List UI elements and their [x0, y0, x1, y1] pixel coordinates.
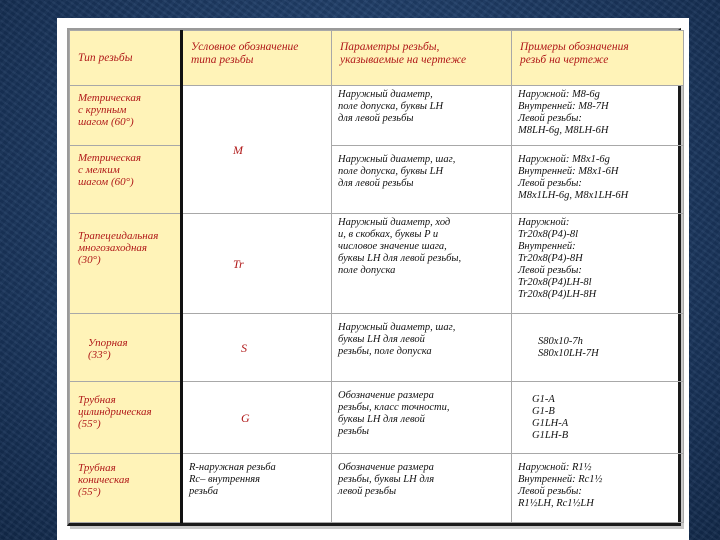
table-row — [70, 314, 684, 382]
table-row — [70, 382, 684, 454]
parameters-cell: Обозначение размера резьбы, класс точности, буквы LH для левой резьбы — [332, 382, 512, 454]
table-row — [70, 146, 684, 214]
parameters-cell: Наружный диаметр, шаг, буквы LH для левой резьбы, поле допуска — [332, 314, 512, 382]
header-parameters: Параметры резьбы, указываемые на чертеже — [332, 31, 512, 86]
designation-cell: R-наружная резьба Rc– внутренняя резьба — [182, 454, 332, 523]
table-row — [70, 86, 684, 146]
thread-type-cell: Упорная (33°) — [70, 314, 182, 382]
examples-cell: Наружной: M8-6g Внутренней: M8-7H Левой резьбы: M8LH-6g, M8LH-6H — [512, 86, 684, 146]
parameters-cell: Наружный диаметр, ход и, в скобках, буквы P и числовое значение шага, буквы LH для левой резьбы, поле допуска — [332, 214, 512, 314]
parameters-cell: Обозначение размера резьбы, буквы LH для левой резьбы — [332, 454, 512, 523]
designation-cell: S — [182, 314, 332, 382]
examples-cell: Наружной: Tr20x8(P4)-8l Внутренней: Tr20x8(P4)-8H Левой резьбы: Tr20x8(P4)LH-8l Tr20x8(P4)LH-8H — [512, 214, 684, 314]
table-header-row — [70, 31, 684, 86]
parameters-cell: Наружный диаметр, поле допуска, буквы LH для левой резьбы — [332, 86, 512, 146]
header-examples: Примеры обозначения резьб на чертеже — [512, 31, 684, 86]
designation-cell: G — [182, 382, 332, 454]
thread-type-cell: Метрическая с мелким шагом (60°) — [70, 146, 182, 214]
thread-type-cell: Трубная цилиндрическая (55°) — [70, 382, 182, 454]
parameters-cell: Наружный диаметр, шаг, поле допуска, буквы LH для левой резьбы — [332, 146, 512, 214]
examples-cell: G1-A G1-B G1LH-A G1LH-B — [512, 382, 684, 454]
thread-type-cell: Трубная коническая (55°) — [70, 454, 182, 523]
thread-types-table — [67, 28, 681, 526]
examples-cell: S80x10-7h S80x10LH-7H — [512, 314, 684, 382]
designation-cell: Tr — [182, 214, 332, 314]
table-row — [70, 454, 684, 523]
table-row — [70, 214, 684, 314]
header-designation: Условное обозначение типа резьбы — [182, 31, 332, 86]
thread-type-cell: Метрическая с крупным шагом (60°) — [70, 86, 182, 146]
examples-cell: Наружной: M8x1-6g Внутренней: M8x1-6H Левой резьбы: M8x1LH-6g, M8x1LH-6H — [512, 146, 684, 214]
designation-cell: M — [182, 86, 332, 214]
thread-table — [69, 30, 684, 523]
header-thread-type: Тип резьбы — [70, 31, 182, 86]
examples-cell: Наружной: R1½ Внутренней: Rc1½ Левой резьбы: R1½LH, Rc1½LH — [512, 454, 684, 523]
thread-type-cell: Трапецеидальная многозаходная (30°) — [70, 214, 182, 314]
